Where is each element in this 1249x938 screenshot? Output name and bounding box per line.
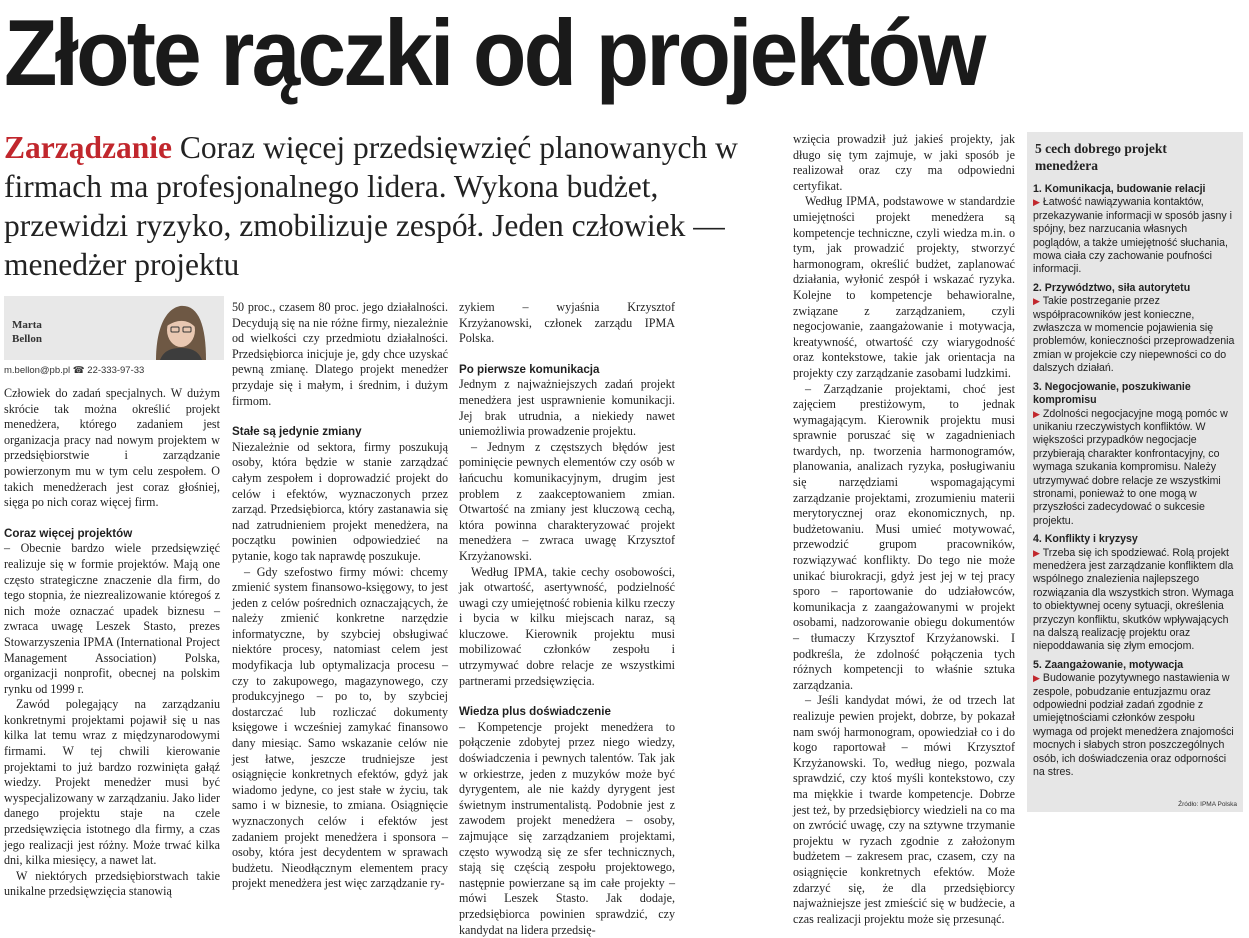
sidebar-item-text: ▶ Zdolności negocjacyjne mogą pomóc w unikaniu rzeczywistych konfliktów. W większości przypadków negocjacje przybierają charakter konfrontacyjny, co wymaga szukania kompromisu. Należy utrzymywać dobre relacje ze wszystkimi stronami, ponieważ to one mogą w przyszłości zadecydować o sukcesie projektu. [1033, 407, 1228, 527]
subheading: Stałe są jedynie zmiany [232, 425, 362, 439]
triangle-icon: ▶ [1033, 408, 1040, 419]
lead-text: Coraz więcej przedsięwzięć planowanych w firmach ma profesjonalnego lidera. Wykona budżet, przewidzi ryzyko, zmobilizuje zespół. Jeden człowiek — menedżer projektu [4, 130, 738, 282]
section-kicker: Zarządzanie [4, 130, 172, 165]
subheading: Po pierwsze komunikacja [459, 362, 600, 376]
headline: Złote rączki od projektów [4, 0, 984, 105]
sidebar-item-text: ▶ Łatwość nawiązywania kontaktów, przekazywanie informacji w sposób jasny i spójny, bez narzucania własnych poglądów, a także umiejętność słuchania, mowa ciała czy zachowanie poufności informacji. [1033, 196, 1233, 276]
lead-paragraph [4, 128, 774, 284]
paragraph: W niektórych przedsiębiorstwach takie unikalne przedsięwzięcia stanowią [4, 868, 220, 899]
paragraph: Według IPMA, takie cechy osobowości, jak otwartość, asertywność, podzielność uwagi czy umiejętność robienia kilku rzeczy i bycia w kilku miejscach naraz, są kluczowe. Kierownik projektu musi mobilizować członków zespołu i utrzymywać dobre relacje ze wszystkimi partnerami przedsięwzięcia. [459, 564, 675, 688]
paragraph: – Jednym z częstszych błędów jest pominięcie pewnych elementów czy osób w łańcuchu komunikacyjnym, drugim jest problem z zaakceptowaniem zmian. Otwartość na zmiany jest kluczową cechą, która powinna charakteryzować projekt menedżera – zwraca uwagę Krzysztof Krzyżanowski. [459, 439, 675, 563]
sidebar-box [1027, 132, 1243, 812]
paragraph: Zawód polegający na zarządzaniu konkretnymi projektami pojawił się u nas kilka lat temu wraz z międzynarodowymi firmami. W tej chwili kierowanie projektami to już bardzo rozwinięta gałąź wiedzy. Projekt menedżer musi być wyspecjalizowany w zarządzaniu. Jako lider danego projektu staje na czele przedsięwzięcia istotnego dla firmy, a czas jego realizacji jest różny. Może trwać kilka dni, kilka miesięcy, a nawet lat. [4, 697, 220, 868]
paragraph: – Obecnie bardzo wiele przedsięwzięć realizuje się w formie projektów. Mają one często strategiczne znaczenie dla firm, do tego stopnia, że niezrealizowanie któregoś z nich może oznaczać upadek biznesu – zwraca uwagę Leszek Stasto, prezes Stowarzyszenia IPMA (International Project Management Association) Polska, organizacji nonprofit, obecnej na polskim rynku od 1999 r. [4, 541, 220, 696]
paragraph: wzięcia prowadził już jakieś projekty, jak długo się tym zajmuje, w jaki sposób je realizował oraz czy ma odpowiedni certyfikat. [793, 132, 1015, 193]
article-column-1 [4, 386, 220, 900]
sidebar-item-text: ▶ Trzeba się ich spodziewać. Rolą projekt menedżera jest zarządzanie konfliktem dla wspólnego znalezienia najlepszego rozwiązania dla wszystkich stron. Wymaga to obiektywnej oceny sytuacji, określenia przyczyn konfliktu, skutków wpływających na dalszą realizację projektu oraz niepoddawania się złym emocjom. [1033, 546, 1234, 653]
author-contact [4, 365, 144, 376]
author-phone: 22-333-97-33 [87, 365, 145, 376]
triangle-icon: ▶ [1033, 296, 1040, 307]
paragraph: Według IPMA, podstawowe w standardzie umiejętności projekt menedżera są kompetencje techniczne, czyli wiedza m.in. o tym, jak prowadzić projekty, stworzyć harmonogram, określić budżet, zaplanować działania, wyłonić zespół i wskazać ryzyka. Kolejne to kompetencje behawioralne, związane z zarządzaniem, czyli negocjowanie, zaangażowanie i motywacja, kreatywność, otwartość czy wiarygodność oraz kontekstowe, takie jak orientacja na projekty czy zarządzanie zasobami ludzkimi. [793, 194, 1015, 380]
author-photo [134, 296, 224, 360]
paragraph: – Jeśli kandydat mówi, że od trzech lat realizuje pewien projekt, dobrze, by pokazał nam swój harmonogram, opowiedział co i do kogo raportował – mówi Krzysztof Krzyżanowski. To, według niego, pozwala sprawdzić, czy ktoś myśli kontekstowo, czy ma miękkie i twarde kompetencje. Dobrze jest też, by przedsiębiorcy wiedzieli na co ma on zwrócić uwagę, czy na sztywne trzymanie projektu w ryzach zgodnie z założonym budżetem – zakresem prac, czasem, czy na osiągnięcie konkretnych efektów. Może zdarzyć się, że dla przedsiębiorcy najważniejsze jest zmieścić się w budżecie, a czas realizacji projektu może się przesunąć. [793, 693, 1015, 926]
sidebar-item-heading: 3. Negocjowanie, poszukiwanie kompromisu [1033, 380, 1191, 407]
triangle-icon: ▶ [1033, 197, 1040, 208]
sidebar-source: Źródło: IPMA Polska [1178, 801, 1237, 808]
paragraph: 50 proc., czasem 80 proc. jego działalności. Decydują się na nie różne firmy, niezależnie od wielkości czy przedmiotu działalności. Przedsiębiorca inicjuje je, gdy chce uzyskać pewną zmianę. Dlatego projekt menedżer przydaje się i małym, i średnim, i dużym firmom. [232, 300, 448, 408]
article-column-2 [232, 300, 448, 892]
article-column-4 [793, 132, 1015, 927]
sidebar-item-heading: 2. Przywództwo, siła autorytetu [1033, 281, 1191, 294]
article-column-3 [459, 300, 675, 938]
paragraph: – Kompetencje projekt menedżera to połączenie zdobytej przez niego wiedzy, doświadczenia i pewnych talentów. Tak jak w orkiestrze, jeden z muzyków może być dyrygentem, ale nie każdy dyrygent jest świetnym instrumentalistą. Podobnie jest z zawodem projekt menedżera – osoby, zajmujące się zarządzaniem projektami, często wywodzą się ze sfer technicznych, stają się częścią zespołu projektowego, następnie powierzane są im całe projekty – mówi Leszek Stasto. Jak dodaje, przedsiębiorca powinien sprawdzić, czy kandydat na lidera przedsię- [459, 719, 675, 937]
author-name: Marta Bellon [12, 319, 42, 345]
subheading: Coraz więcej projektów [4, 526, 133, 540]
author-email[interactable]: m.bellon@pb.pl [4, 365, 71, 376]
sidebar-list [1033, 180, 1237, 784]
triangle-icon: ▶ [1033, 673, 1040, 684]
sidebar-item-text: ▶ Takie postrzeganie przez współpracowników jest konieczne, zwłaszcza w momencie pojawienia się problemów, konieczności przeprowadzenia zmian w projekcie czy niepewności co do dalszych działań. [1033, 295, 1235, 375]
paragraph: – Gdy szefostwo firmy mówi: chcemy zmienić system finansowo-księgowy, to jest jeden z celów pośrednich oznaczających, że należy zmienić konkretne narzędzie informatyczne, by szybciej obsługiwać niektóre procesy, natomiast celem jest modyfikacja lub optymalizacja procesu – czy to zakupowego, magazynowego, czy produkcyjnego – po to, by szybciej dostarczać lub rozliczać dokumenty księgowe i wcześniej zamykać finansowo dany miesiąc. Samo wskazanie celów nie jest łatwe, jeszcze trudniejsze jest osiągnięcie konkretnych efektów, gdyż jak wiadomo jedyne, co jest stałe w życiu, tak samo i w biznesie, to zmiana. Osiągnięcie wyznaczonych celów i efektów jest zadaniem projekt menedżera i sponsora – osoby, która jest decydentem w sprawach budżetu. Nieodłącznym elementem pracy projekt menedżera jest więc zarządzanie ry- [232, 564, 448, 891]
sidebar-title: 5 cech dobrego projekt menedżera [1035, 141, 1167, 173]
sidebar-item-heading: 4. Konflikty i kryzysy [1033, 533, 1138, 546]
sidebar-item-heading: 1. Komunikacja, budowanie relacji [1033, 183, 1206, 195]
author-box [4, 296, 224, 360]
sidebar-item-heading: 5. Zaangażowanie, motywacja [1033, 658, 1184, 671]
paragraph: Człowiek do zadań specjalnych. W dużym skrócie tak można określić projekt menedżera, którego zadaniem jest organizacja pracy nad nowym projektem w przedsiębiorstwie i zarządzanie powierzonym mu w tym celu zespołem. O takich menedżerach jest coraz głośniej, sięga po nich coraz więcej firm. [4, 386, 220, 510]
paragraph: Jednym z najważniejszych zadań projekt menedżera jest usprawnienie komunikacji. Jej brak utrudnia, a niekiedy nawet uniemożliwia prowadzenie projektu. [459, 377, 675, 439]
phone-icon: ☎ [72, 365, 85, 376]
paragraph: Niezależnie od sektora, firmy poszukują osoby, która będzie w stanie zarządzać całym zespołem i doprowadzić projekt do celów i efektów, wyznaczonych przez zarząd. Przedsiębiorca, który zastanawia się nad zatrudnieniem projekt menedżera, na początku powinien odpowiedzieć na pytanie, kogo tak naprawdę poszukuje. [232, 439, 448, 563]
triangle-icon: ▶ [1033, 547, 1040, 558]
sidebar-item-text: ▶ Budowanie pozytywnego nastawienia w zespole, pobudzanie entuzjazmu oraz odpowiedni podział zadań zgodnie z umiejętnościami członków zespołu wymaga od projekt menedżera znajomości mocnych i słabych stron poszczególnych osób, ich doświadczenia oraz odporności na stres. [1033, 672, 1234, 779]
paragraph: zykiem – wyjaśnia Krzysztof Krzyżanowski, członek zarządu IPMA Polska. [459, 300, 675, 346]
subheading: Wiedza plus doświadczenie [459, 705, 611, 719]
paragraph: – Zarządzanie projektami, choć jest zajęciem prestiżowym, to jednak wymagającym. Kierownik projektu musi sprawnie poruszać się w zagadnieniach twardych, np. tworzenia harmonogramów, planowania, analizach ryzyka, posługiwaniu się narzędziami wspomagającymi zarządzanie projektami, zrozumieniu materii merytorycznej oraz ekonomicznych, np. budżetowaniu. Musi umieć motywować, przewodzić grupom pracowników, rozwiązywać konflikty. Do tego nie może unikać biurokracji, gdyż jest jej w tej pracy sporo – raportowanie do udziałowców, komunikacja z zaangażowanymi w projekt osobami, nadzorowanie obiegu dokumentów – tłumaczy Krzysztof Krzyżanowski. I podkreśla, że zdolność połączenia tych różnych kompetencji to właśnie sztuka zarządzania. [793, 381, 1015, 692]
